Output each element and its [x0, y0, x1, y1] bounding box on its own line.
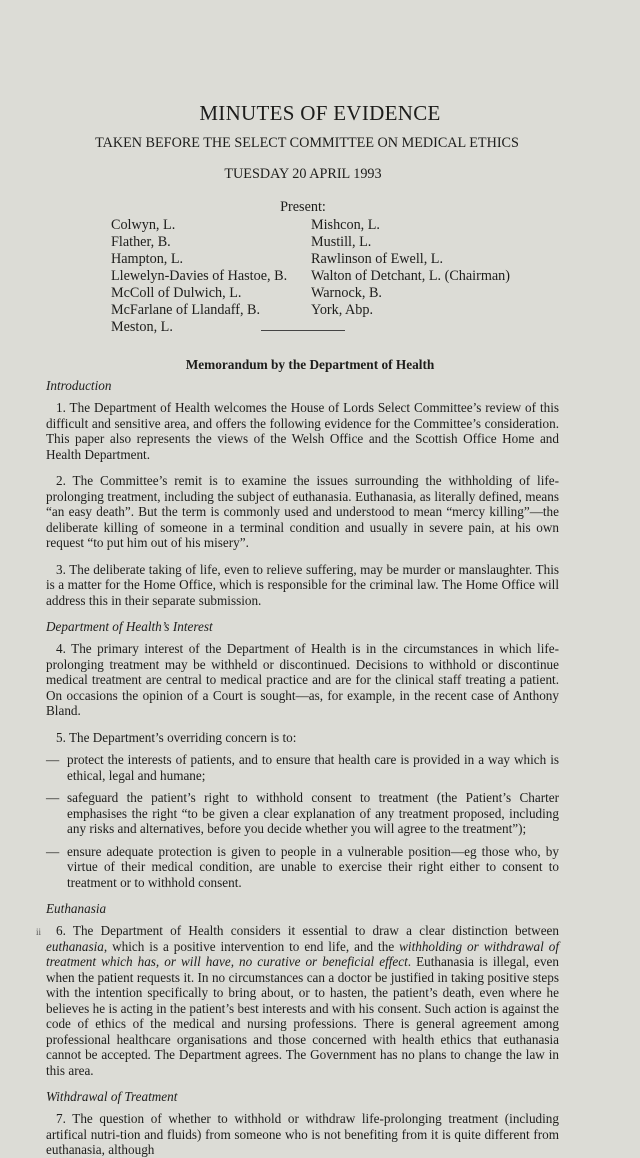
member-name: Hampton, L. [111, 251, 184, 267]
member-name: Llewelyn-Davies of Hastoe, B. [111, 268, 288, 284]
member-name: Warnock, B. [311, 285, 382, 301]
paragraph-text: 4. The primary interest of the Department of Health is in the circumstances in which life-prolonging treatment may be withheld or discontinued. Decisions to withhold or discontinue medical treatment are central to medical practice and are for the clinical staff treating a patient. On occasions the opinion of a Court is sought—as, for example, in the recent case of Anthony Bland. [46, 641, 559, 718]
paragraph-text: , which is a positive intervention to end life, and the [103, 938, 400, 954]
member-name: McFarlane of Llandaff, B. [111, 302, 261, 318]
paragraph-text: 6. The Department of Health considers it essential to draw a clear distinction between [56, 923, 559, 938]
member-name: McColl of Dulwich, L. [111, 285, 242, 301]
paragraph-text: 2. The Committee’s remit is to examine the issues surrounding the withholding of life-prolonging treatment, including the subject of euthanasia. Euthanasia, as literally defined, means “an easy death”. But the term is commonly used and understood to mean “mercy killing”—the deliberate killing of someone in a terminal condition and usually in severe pain, at his own request “to put him out of his misery”. [46, 473, 559, 550]
bullet-text: protect the interests of patients, and to ensure that health care is provided in a way which is ethical, legal and humane; [67, 752, 559, 783]
bullet-text: safeguard the patient’s right to withhold consent to treatment (the Patient’s Charter emphasises the right “to be given a clear explanation of any treatment proposed, including any risks and alternatives, before you decide whether you will agree to the treatment”); [67, 790, 559, 836]
member-name: York, Abp. [311, 302, 374, 318]
bullet-dash: — [46, 790, 60, 805]
section-heading-interest: Department of Health’s Interest [46, 619, 213, 634]
sitting-date: TUESDAY 20 APRIL 1993 [224, 166, 382, 182]
member-name: Mishcon, L. [311, 217, 380, 233]
bullet-item [46, 844, 559, 891]
member-name: Mustill, L. [311, 234, 372, 250]
members-left-column [111, 217, 287, 336]
member-name: Flather, B. [111, 234, 171, 250]
paragraph-7 [46, 1111, 559, 1158]
memorandum-title: Memorandum by the Department of Health [185, 357, 435, 372]
emphasis-text: euthanasia [46, 938, 104, 954]
page-subtitle: TAKEN BEFORE THE SELECT COMMITTEE ON MEDICAL ETHICS [95, 135, 519, 151]
emphasis-text: withholding or withdrawal of treatment which has, or will have, no curative or beneficial effect [46, 938, 559, 969]
bullet-text: ensure adequate protection is given to people in a vulnerable position—eg those who, by virtue of their medical condition, are unable to exercise their right either to consent to treatment or to withhold consent. [67, 843, 559, 890]
member-name: Meston, L. [111, 319, 173, 335]
bullet-item [46, 790, 559, 837]
section-heading-euthanasia: Euthanasia [46, 901, 107, 916]
paragraph-5 [46, 730, 559, 746]
paragraph-3 [46, 562, 559, 609]
section-heading-introduction: Introduction [46, 378, 112, 393]
paragraph-text: 7. The question of whether to withhold or withdraw life-prolonging treatment (including artifical nutri-tion and fluids) from someone who is not benefiting from it is quite different from euthanasia, although [46, 1111, 559, 1157]
section-heading-withdrawal: Withdrawal of Treatment [46, 1089, 178, 1104]
paragraph-text: 1. The Department of Health welcomes the House of Lords Select Committee’s review of this difficult and sensitive area, and offers the following evidence for the Committee’s consideration. This paper also represents the views of the Welsh Office and the Scottish Office Home and Health Department. [46, 400, 559, 462]
paragraph-6 [46, 923, 559, 1078]
members-right-column [311, 217, 510, 319]
bullet-dash: — [46, 843, 60, 859]
divider [261, 330, 345, 331]
page-title: MINUTES OF EVIDENCE [199, 101, 441, 125]
paragraph-2 [46, 473, 559, 551]
bullet-item [46, 752, 559, 783]
member-name: Walton of Detchant, L. (Chairman) [311, 268, 510, 284]
member-name: Colwyn, L. [111, 217, 176, 233]
paragraph-4 [46, 641, 559, 719]
member-name: Rawlinson of Ewell, L. [311, 251, 444, 267]
paragraph-text: 3. The deliberate taking of life, even to relieve suffering, may be murder or manslaughter. This is a matter for the Home Office, which is responsible for the criminal law. The Home Office will address this in their separate submission. [46, 561, 559, 608]
paragraph-1 [46, 400, 559, 462]
paragraph-text: . Euthanasia is illegal, even when the patient requests it. In no circumstances can a doctor be justified in taking positive steps with the intention specifically to bring about, or to hasten, the patient’s death, even where he believes he is acting in the patient’s best interests and with his consent. Such action is against the code of ethics of the medical and nursing professions. There is general agreement among professional healthcare organisations and those concerned with health ethics that euthanasia cannot be accepted. The Department agrees. The Government has no plans to change the law in this area. [46, 954, 559, 1078]
present-label: Present: [280, 199, 326, 215]
page-number: ii [36, 927, 42, 937]
paragraph-text: 5. The Department’s overriding concern is to: [56, 729, 297, 745]
bullet-dash: — [46, 752, 60, 767]
memorandum-body [46, 378, 559, 1158]
